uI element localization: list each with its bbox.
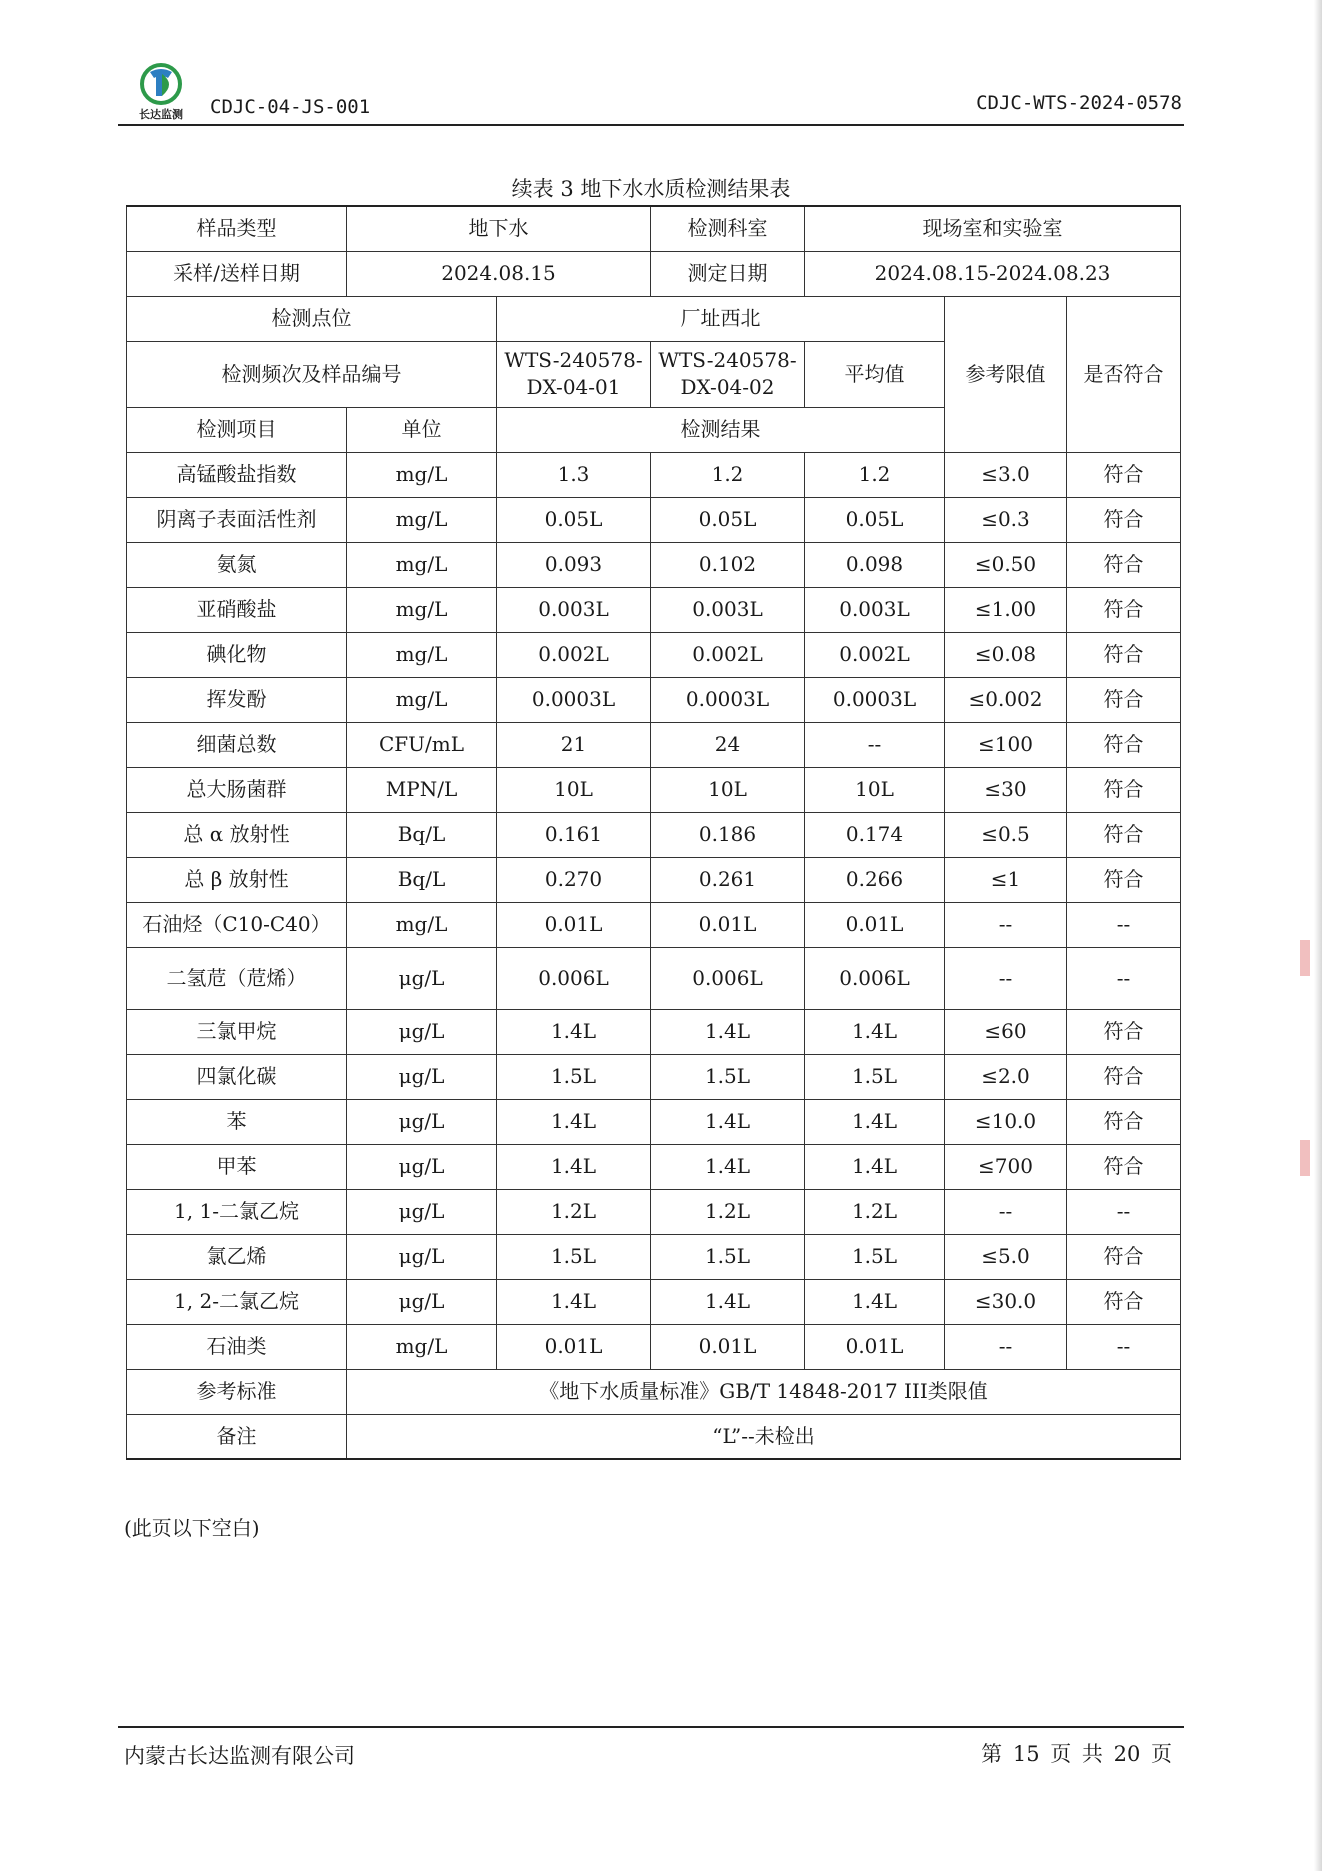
sample-type-value: 地下水	[347, 206, 651, 251]
unit-cell: mg/L	[347, 542, 497, 587]
limit-cell: ≤0.50	[945, 542, 1067, 587]
result-2-cell: 0.102	[651, 542, 805, 587]
result-1-cell: 1.5L	[497, 1054, 651, 1099]
sample2-id: WTS-240578-DX-04-02	[651, 341, 805, 407]
standard-label: 参考标准	[127, 1369, 347, 1414]
unit-cell: μg/L	[347, 1189, 497, 1234]
limit-header: 参考限值	[945, 296, 1067, 452]
limit-cell: ≤60	[945, 1009, 1067, 1054]
result-2-cell: 0.05L	[651, 497, 805, 542]
conformity-cell: 符合	[1067, 452, 1181, 497]
conformity-cell: 符合	[1067, 632, 1181, 677]
remark-label: 备注	[127, 1414, 347, 1459]
result-2-cell: 1.4L	[651, 1009, 805, 1054]
unit-cell: μg/L	[347, 1144, 497, 1189]
item-name-cell: 三氯甲烷	[127, 1009, 347, 1054]
result-1-cell: 10L	[497, 767, 651, 812]
site-value: 厂址西北	[497, 296, 945, 341]
item-name-cell: 石油类	[127, 1324, 347, 1369]
doc-code-left: CDJC-04-JS-001	[210, 96, 371, 118]
item-name-cell: 氨氮	[127, 542, 347, 587]
average-cell: 1.5L	[805, 1054, 945, 1099]
footer-page-number: 第 15 页 共 20 页	[981, 1742, 1172, 1766]
result-1-cell: 1.4L	[497, 1009, 651, 1054]
result-1-cell: 0.003L	[497, 587, 651, 632]
item-name-cell: 总大肠菌群	[127, 767, 347, 812]
average-cell: 0.0003L	[805, 677, 945, 722]
unit-cell: mg/L	[347, 677, 497, 722]
results-table	[126, 205, 1181, 1460]
result-1-cell: 1.3	[497, 452, 651, 497]
conformity-cell: --	[1067, 947, 1181, 1009]
blank-note: (此页以下空白)	[124, 1516, 260, 1540]
item-header: 检测项目	[127, 407, 347, 452]
result-1-cell: 1.4L	[497, 1144, 651, 1189]
item-name-cell: 苯	[127, 1099, 347, 1144]
result-1-cell: 1.4L	[497, 1279, 651, 1324]
item-name-cell: 碘化物	[127, 632, 347, 677]
site-label: 检测点位	[127, 296, 497, 341]
table-row	[127, 902, 1181, 947]
conform-header: 是否符合	[1067, 296, 1181, 452]
limit-cell: ≤0.5	[945, 812, 1067, 857]
table-row	[127, 497, 1181, 542]
lab-label: 检测科室	[651, 206, 805, 251]
item-name-cell: 挥发酚	[127, 677, 347, 722]
table-row	[127, 1099, 1181, 1144]
footer-company: 内蒙古长达监测有限公司	[124, 1744, 355, 1768]
site-row	[127, 296, 1181, 341]
table-row	[127, 632, 1181, 677]
result-1-cell: 0.01L	[497, 902, 651, 947]
item-name-cell: 阴离子表面活性剂	[127, 497, 347, 542]
limit-cell: --	[945, 947, 1067, 1009]
limit-cell: ≤100	[945, 722, 1067, 767]
item-name-cell: 细菌总数	[127, 722, 347, 767]
table-row	[127, 1054, 1181, 1099]
unit-cell: μg/L	[347, 1054, 497, 1099]
average-cell: --	[805, 722, 945, 767]
average-cell: 0.266	[805, 857, 945, 902]
conformity-cell: 符合	[1067, 1279, 1181, 1324]
header-rule	[118, 124, 1184, 126]
item-name-cell: 总 α 放射性	[127, 812, 347, 857]
logo-text: 长达监测	[139, 108, 183, 121]
doc-code-right: CDJC-WTS-2024-0578	[976, 92, 1182, 114]
item-name-cell: 亚硝酸盐	[127, 587, 347, 632]
unit-cell: mg/L	[347, 587, 497, 632]
item-name-cell: 二氢苊（苊烯）	[127, 947, 347, 1009]
limit-cell: ≤5.0	[945, 1234, 1067, 1279]
item-name-cell: 石油烃（C10-C40）	[127, 902, 347, 947]
result-1-cell: 0.0003L	[497, 677, 651, 722]
unit-cell: μg/L	[347, 1099, 497, 1144]
conformity-cell: 符合	[1067, 1054, 1181, 1099]
seal-fragment-mark	[1300, 940, 1310, 976]
average-cell: 0.01L	[805, 902, 945, 947]
conformity-cell: --	[1067, 1189, 1181, 1234]
result-2-cell: 1.4L	[651, 1099, 805, 1144]
table-row	[127, 722, 1181, 767]
result-1-cell: 0.05L	[497, 497, 651, 542]
table-row	[127, 767, 1181, 812]
result-2-cell: 0.261	[651, 857, 805, 902]
conformity-cell: 符合	[1067, 1234, 1181, 1279]
limit-cell: ≤30.0	[945, 1279, 1067, 1324]
result-2-cell: 1.2	[651, 452, 805, 497]
limit-cell: ≤10.0	[945, 1099, 1067, 1144]
average-cell: 1.2L	[805, 1189, 945, 1234]
limit-cell: ≤3.0	[945, 452, 1067, 497]
result-2-cell: 1.2L	[651, 1189, 805, 1234]
table-row	[127, 1009, 1181, 1054]
average-cell: 0.01L	[805, 1324, 945, 1369]
result-2-cell: 0.006L	[651, 947, 805, 1009]
conformity-cell: 符合	[1067, 722, 1181, 767]
result-1-cell: 0.01L	[497, 1324, 651, 1369]
item-name-cell: 1, 1-二氯乙烷	[127, 1189, 347, 1234]
average-cell: 1.2	[805, 452, 945, 497]
unit-header: 单位	[347, 407, 497, 452]
unit-cell: mg/L	[347, 902, 497, 947]
result-2-cell: 0.002L	[651, 632, 805, 677]
limit-cell: ≤1.00	[945, 587, 1067, 632]
unit-cell: μg/L	[347, 1009, 497, 1054]
unit-cell: CFU/mL	[347, 722, 497, 767]
result-2-cell: 0.003L	[651, 587, 805, 632]
limit-cell: --	[945, 1324, 1067, 1369]
average-cell: 0.098	[805, 542, 945, 587]
conformity-cell: 符合	[1067, 857, 1181, 902]
avg-label: 平均值	[805, 341, 945, 407]
average-cell: 10L	[805, 767, 945, 812]
conformity-cell: 符合	[1067, 1099, 1181, 1144]
table-row	[127, 947, 1181, 1009]
freq-label: 检测频次及样品编号	[127, 341, 497, 407]
sampling-date-label: 采样/送样日期	[127, 251, 347, 296]
limit-cell: ≤1	[945, 857, 1067, 902]
result-2-cell: 0.01L	[651, 1324, 805, 1369]
page-edge-shadow	[1314, 0, 1322, 1871]
limit-cell: ≤30	[945, 767, 1067, 812]
result-1-cell: 0.270	[497, 857, 651, 902]
result-1-cell: 1.2L	[497, 1189, 651, 1234]
sample1-id: WTS-240578-DX-04-01	[497, 341, 651, 407]
result-1-cell: 0.161	[497, 812, 651, 857]
meta-row-2	[127, 251, 1181, 296]
table-row	[127, 1144, 1181, 1189]
average-cell: 1.4L	[805, 1099, 945, 1144]
meta-row-1	[127, 206, 1181, 251]
table-row	[127, 857, 1181, 902]
unit-cell: mg/L	[347, 497, 497, 542]
average-cell: 0.002L	[805, 632, 945, 677]
average-cell: 0.006L	[805, 947, 945, 1009]
unit-cell: μg/L	[347, 947, 497, 1009]
item-name-cell: 甲苯	[127, 1144, 347, 1189]
unit-cell: Bq/L	[347, 812, 497, 857]
item-name-cell: 四氯化碳	[127, 1054, 347, 1099]
table-row	[127, 677, 1181, 722]
table-row	[127, 812, 1181, 857]
average-cell: 1.4L	[805, 1279, 945, 1324]
result-2-cell: 1.4L	[651, 1144, 805, 1189]
item-name-cell: 1, 2-二氯乙烷	[127, 1279, 347, 1324]
limit-cell: --	[945, 902, 1067, 947]
result-2-cell: 24	[651, 722, 805, 767]
result-1-cell: 21	[497, 722, 651, 767]
result-2-cell: 0.0003L	[651, 677, 805, 722]
unit-cell: Bq/L	[347, 857, 497, 902]
table-row	[127, 1234, 1181, 1279]
standard-row	[127, 1369, 1181, 1414]
item-name-cell: 高锰酸盐指数	[127, 452, 347, 497]
unit-cell: mg/L	[347, 632, 497, 677]
result-2-cell: 1.5L	[651, 1054, 805, 1099]
average-cell: 0.05L	[805, 497, 945, 542]
unit-cell: MPN/L	[347, 767, 497, 812]
unit-cell: mg/L	[347, 452, 497, 497]
table-row	[127, 1324, 1181, 1369]
table-row	[127, 452, 1181, 497]
conformity-cell: --	[1067, 902, 1181, 947]
results-table-body	[127, 206, 1181, 1459]
conformity-cell: 符合	[1067, 677, 1181, 722]
conformity-cell: --	[1067, 1324, 1181, 1369]
conformity-cell: 符合	[1067, 767, 1181, 812]
limit-cell: ≤2.0	[945, 1054, 1067, 1099]
result-2-cell: 1.4L	[651, 1279, 805, 1324]
result-1-cell: 1.4L	[497, 1099, 651, 1144]
conformity-cell: 符合	[1067, 1009, 1181, 1054]
conformity-cell: 符合	[1067, 497, 1181, 542]
average-cell: 1.4L	[805, 1144, 945, 1189]
test-date-value: 2024.08.15-2024.08.23	[805, 251, 1181, 296]
result-header: 检测结果	[497, 407, 945, 452]
item-name-cell: 总 β 放射性	[127, 857, 347, 902]
table-title: 续表 3 地下水水质检测结果表	[511, 177, 791, 201]
limit-cell: --	[945, 1189, 1067, 1234]
result-1-cell: 0.002L	[497, 632, 651, 677]
remark-value: “L”--未检出	[347, 1414, 1181, 1459]
seal-fragment-mark	[1300, 1140, 1310, 1176]
result-2-cell: 10L	[651, 767, 805, 812]
table-row	[127, 542, 1181, 587]
result-2-cell: 0.186	[651, 812, 805, 857]
table-row	[127, 1279, 1181, 1324]
sample-type-label: 样品类型	[127, 206, 347, 251]
average-cell: 0.174	[805, 812, 945, 857]
item-name-cell: 氯乙烯	[127, 1234, 347, 1279]
page-header	[118, 62, 1182, 122]
table-row	[127, 587, 1181, 632]
result-1-cell: 1.5L	[497, 1234, 651, 1279]
average-cell: 1.4L	[805, 1009, 945, 1054]
result-1-cell: 0.006L	[497, 947, 651, 1009]
conformity-cell: 符合	[1067, 1144, 1181, 1189]
limit-cell: ≤0.08	[945, 632, 1067, 677]
lab-value: 现场室和实验室	[805, 206, 1181, 251]
limit-cell: ≤0.002	[945, 677, 1067, 722]
result-2-cell: 0.01L	[651, 902, 805, 947]
table-row	[127, 1189, 1181, 1234]
unit-cell: μg/L	[347, 1279, 497, 1324]
conformity-cell: 符合	[1067, 542, 1181, 587]
unit-cell: mg/L	[347, 1324, 497, 1369]
standard-value: 《地下水质量标准》GB/T 14848-2017 III类限值	[347, 1369, 1181, 1414]
sampling-date-value: 2024.08.15	[347, 251, 651, 296]
average-cell: 0.003L	[805, 587, 945, 632]
conformity-cell: 符合	[1067, 587, 1181, 632]
unit-cell: μg/L	[347, 1234, 497, 1279]
limit-cell: ≤0.3	[945, 497, 1067, 542]
conformity-cell: 符合	[1067, 812, 1181, 857]
test-date-label: 测定日期	[651, 251, 805, 296]
remark-row	[127, 1414, 1181, 1459]
average-cell: 1.5L	[805, 1234, 945, 1279]
limit-cell: ≤700	[945, 1144, 1067, 1189]
result-2-cell: 1.5L	[651, 1234, 805, 1279]
result-1-cell: 0.093	[497, 542, 651, 587]
footer-rule	[118, 1726, 1184, 1728]
